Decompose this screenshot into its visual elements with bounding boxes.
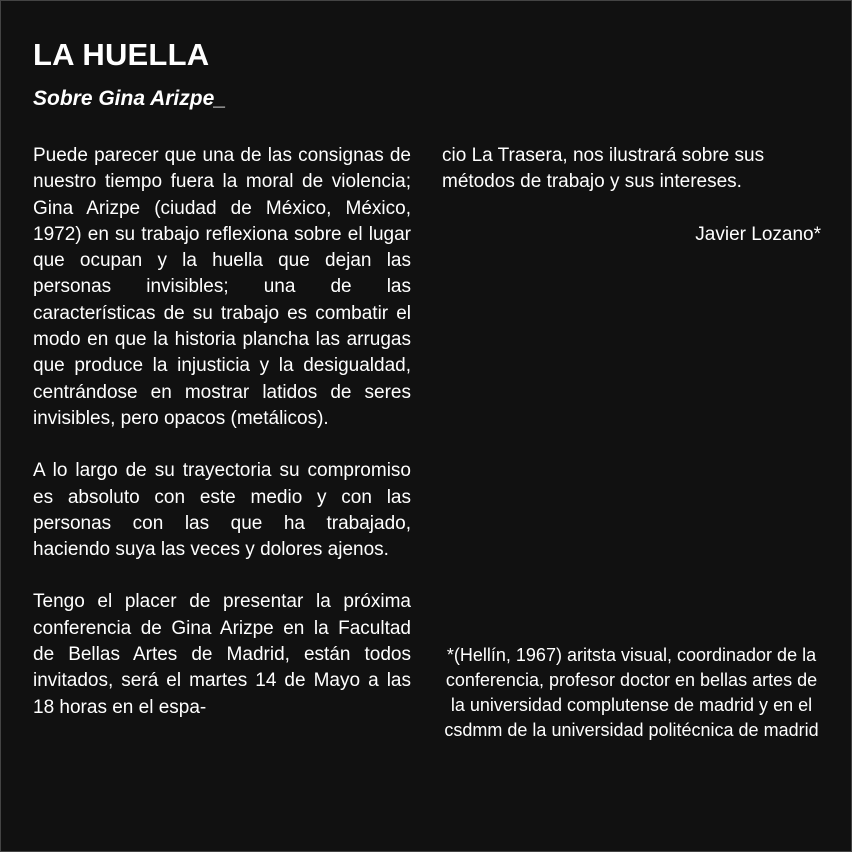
paragraph-conference-continued: cio La Trasera, nos ilustrará sobre sus métodos de trabajo y sus intereses. <box>442 145 765 193</box>
right-column <box>442 143 821 248</box>
article-subtitle: Sobre Gina Arizpe_ <box>33 87 226 110</box>
article-title: LA HUELLA <box>33 37 210 72</box>
paragraph-conference: Tengo el placer de presentar la próxima conferencia de Gina Arizpe en la Facultad de Bellas Artes de Madrid, están todos invitados, será el martes 14 de Mayo a las 18 horas en el espa- <box>33 591 411 718</box>
paragraph-trajectory: A lo largo de su trayectoria su compromiso es absoluto con este medio y con las personas con las que ha trabajado, haciendo suya las veces y dolores ajenos. <box>33 460 411 561</box>
paragraph-intro: Puede parecer que una de las consignas de nuestro tiempo fuera la moral de violencia; Gina Arizpe (ciudad de México, México, 1972) en su trabajo reflexiona sobre el lugar que ocupan y la huella que dejan las personas invisibles; una de las características de su trabajo es combatir el modo en que la historia plancha las arrugas que produce la injusticia y la desigualdad, centrándose en mostrar latidos de seres invisibles, pero opacos (metálicos). <box>33 145 411 429</box>
author-signature: Javier Lozano* <box>695 223 821 245</box>
left-column <box>33 143 411 721</box>
author-footnote: *(Hellín, 1967) aritsta visual, coordinador de la conferencia, profesor doctor en bellas artes de la universidad complutense de madrid y en el csdmm de la universidad politécnica de madrid <box>444 645 819 740</box>
